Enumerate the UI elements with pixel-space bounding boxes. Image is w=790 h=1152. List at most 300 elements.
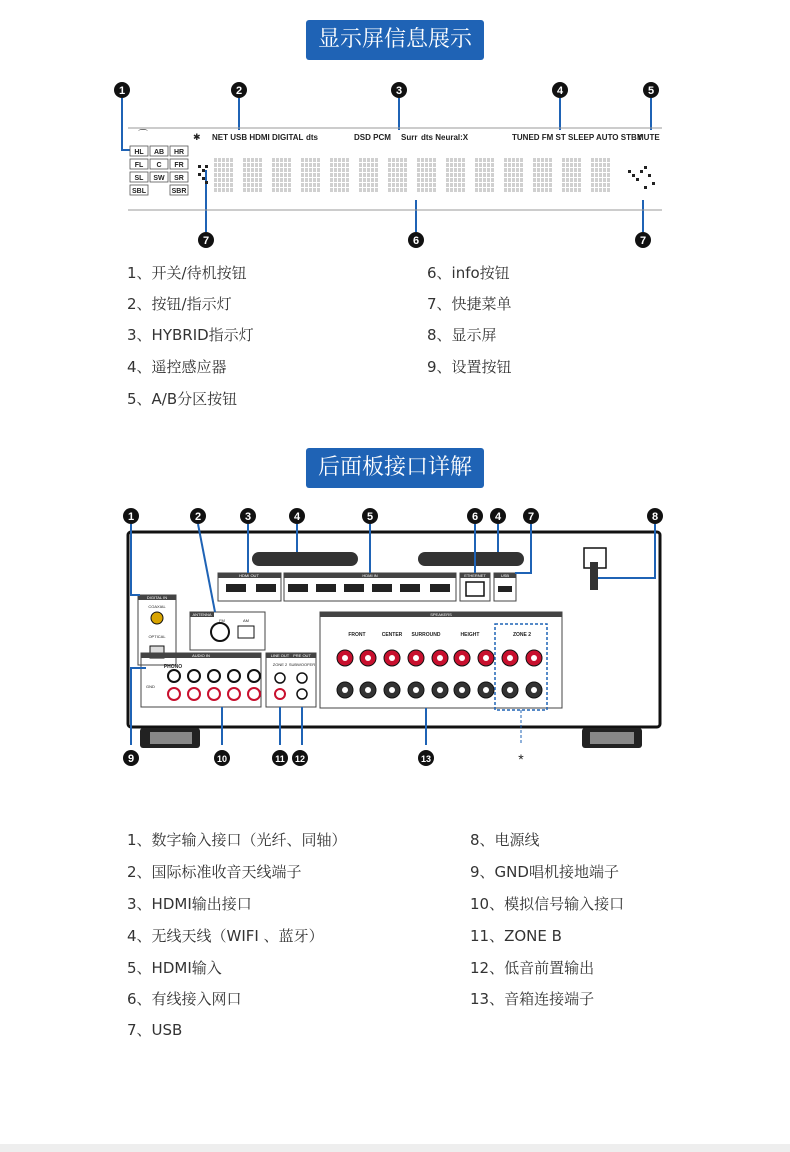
display-cell-dot [533,178,536,182]
display-cell-dot [487,173,490,177]
display-cell-dot [433,183,436,187]
display-cell-dot [562,163,565,167]
display-cell-dot [545,183,548,187]
display-cell-dot [446,158,449,162]
display-cell-dot [276,173,279,177]
display-cell-dot [475,163,478,167]
display-cell-dot [450,158,453,162]
display-cell-dot [483,158,486,162]
display-cell-dot [603,173,606,177]
callout-6 [408,232,424,248]
list-item: 8、显示屏 [427,326,497,344]
display-cell-dot [222,173,225,177]
display-cell-dot [462,183,465,187]
display-cell-dot [367,163,370,167]
display-cell-dot [483,163,486,167]
display-cell-dot [243,173,246,177]
svg-text:5: 5 [366,511,374,523]
display-cell-dot [259,158,262,162]
display-cell-dot [301,163,304,167]
display-cell-dot [284,183,287,187]
display-cell-dot [487,168,490,172]
section-title-display: 显示屏信息展示 [306,20,484,60]
display-cell-dot [595,173,598,177]
display-cell-dot [280,163,283,167]
display-cell-dot [591,163,594,167]
display-cell-dot [566,183,569,187]
display-cell-dot [479,183,482,187]
speaker-terminal-core [413,655,419,661]
display-cell-dot [516,158,519,162]
display-cell-dot [479,188,482,192]
display-cell-dot [313,168,316,172]
display-cell-dot [454,178,457,182]
display-cell-dot [475,173,478,177]
speaker-terminal-core [459,655,465,661]
display-cell-dot [251,163,254,167]
display-cell-dot [566,168,569,172]
display-cell-dot [375,163,378,167]
speaker-terminal-core [531,687,537,693]
display-cell-dot [483,178,486,182]
indicator-dts: dts [306,133,318,142]
display-cell-dot [574,178,577,182]
display-cell-dot [479,163,482,167]
display-cell-dot [392,158,395,162]
display-cell-dot [599,163,602,167]
display-cell-dot [222,168,225,172]
svg-text:9: 9 [127,753,135,765]
speaker-terminal-core [342,655,348,661]
svg-text:FR: FR [174,162,184,169]
display-cell-dot [305,158,308,162]
display-cell-dot [346,168,349,172]
display-cell-dot [607,168,610,172]
display-cell-dot [574,173,577,177]
display-cell-dot [247,163,250,167]
display-cell-dot [446,163,449,167]
list-item: 4、无线天线（WIFI 、蓝牙） [127,927,324,945]
display-cell-dot [388,163,391,167]
list-item: 11、ZONE B [470,927,562,945]
display-cell-dot [421,183,424,187]
indicator-group-2: NET USB HDMI DIGITAL [212,133,304,142]
display-cell-dot [280,183,283,187]
display-cell-dot [591,168,594,172]
display-cell-dot [301,178,304,182]
display-cell-dot [479,178,482,182]
display-cell-dot [549,168,552,172]
display-cell-dot [222,158,225,162]
list-item: 6、info按钮 [427,264,510,282]
svg-text:PHONO: PHONO [163,664,183,670]
display-cell-dot [396,173,399,177]
rear-callout-10 [214,750,230,766]
display-cell-dot [404,163,407,167]
svg-text:HR: HR [173,149,185,156]
rear-panel-diagram [0,500,790,780]
display-cell-dot [607,183,610,187]
display-cell-dot [392,178,395,182]
svg-text:SBR: SBR [171,188,187,195]
display-cell-dot [230,168,233,172]
display-cell-dot [363,173,366,177]
headphone-icon: ⌒ [138,130,148,141]
display-cell-dot [359,168,362,172]
display-cell-dot [446,183,449,187]
display-cell-dot [214,183,217,187]
display-cell-dot [247,173,250,177]
list-item: 2、按钮/指示灯 [127,295,232,313]
display-cell-dot [483,183,486,187]
rear-callout-11 [272,750,288,766]
svg-text:SPEAKERS: SPEAKERS [430,612,452,617]
rear-callout-2 [190,508,206,524]
display-cell-dot [595,158,598,162]
display-cell-dot [549,158,552,162]
display-cell-dot [487,188,490,192]
display-cell-dot [367,173,370,177]
display-cell-dot [549,163,552,167]
rear-callout-4b [490,508,506,524]
svg-text:6: 6 [471,511,479,523]
display-cell-dot [541,163,544,167]
display-cell-dot [251,158,254,162]
display-cell-dot [429,188,432,192]
display-cell-dot [599,168,602,172]
section-title-rear-panel: 后面板接口详解 [306,448,484,488]
svg-text:CENTER: CENTER [381,632,403,638]
display-cell-dot [388,188,391,192]
display-cell-dot [342,188,345,192]
display-cell-dot [375,158,378,162]
display-cell-dot [516,183,519,187]
display-cell-dot [363,178,366,182]
display-cell-dot [520,168,523,172]
rca-jack [208,670,220,682]
display-cell-dot [504,178,507,182]
list-item: 9、设置按钮 [427,358,512,376]
indicator-neuralx: dts Neural:X [421,133,469,142]
display-cell-dot [574,163,577,167]
display-cell-dot [562,178,565,182]
display-cell-dot [446,178,449,182]
display-cell-dot [425,178,428,182]
display-cell-dot [367,178,370,182]
rear-callout-13 [418,750,434,766]
display-cell-dot [433,178,436,182]
display-cell-dot [222,183,225,187]
display-cell-dot [392,168,395,172]
svg-text:GND: GND [146,684,155,689]
svg-text:5: 5 [647,85,655,97]
display-cell-dot [313,163,316,167]
svg-text:SBL: SBL [132,188,146,195]
display-cell-dot [338,183,341,187]
display-cell-dot [400,163,403,167]
display-cell-dot [247,158,250,162]
display-cell-dot [272,168,275,172]
dot-matrix-cells [214,158,610,192]
bluetooth-icon: ✱ [193,132,201,142]
speaker-terminal-core [389,655,395,661]
display-cell-dot [226,178,229,182]
display-cell-dot [243,183,246,187]
display-cell-dot [301,173,304,177]
display-cell-dot [222,178,225,182]
display-cell-dot [425,173,428,177]
display-cell-dot [276,183,279,187]
svg-text:1: 1 [127,511,135,523]
display-cell-dot [330,163,333,167]
display-cell-dot [450,183,453,187]
display-cell-dot [301,188,304,192]
svg-text:ETHERNET: ETHERNET [464,573,486,578]
display-cell-dot [595,163,598,167]
display-cell-dot [388,168,391,172]
display-cell-dot [230,173,233,177]
display-cell-dot [429,178,432,182]
callout-2 [231,82,247,98]
display-cell-dot [334,173,337,177]
display-cell-dot [400,183,403,187]
svg-text:HDMI OUT: HDMI OUT [239,573,259,578]
display-cell-dot [251,188,254,192]
display-cell-dot [334,163,337,167]
display-cell-dot [243,188,246,192]
display-cell-dot [330,173,333,177]
display-cell-dot [421,163,424,167]
display-cell-dot [545,188,548,192]
display-cell-dot [247,188,250,192]
display-cell-dot [359,178,362,182]
display-cell-dot [392,183,395,187]
display-cell-dot [280,173,283,177]
display-cell-dot [259,183,262,187]
display-cell-dot [251,178,254,182]
speaker-terminal-core [507,687,513,693]
display-cell-dot [537,173,540,177]
display-cell-dot [512,183,515,187]
svg-text:ZONE 2: ZONE 2 [272,662,288,667]
display-cell-dot [342,178,345,182]
rear-callout-12 [292,750,308,766]
display-cell-dot [578,168,581,172]
speaker-terminal-core [483,655,489,661]
display-cell-dot [371,183,374,187]
display-cell-dot [226,173,229,177]
display-cell-dot [367,158,370,162]
display-cell-dot [487,183,490,187]
display-cell-dot [533,173,536,177]
svg-text:8: 8 [651,511,659,523]
display-cell-dot [475,158,478,162]
speaker-terminal-core [437,655,443,661]
display-cell-dot [226,168,229,172]
display-cell-dot [334,183,337,187]
display-cell-dot [603,183,606,187]
display-cell-dot [388,183,391,187]
display-cell-dot [284,188,287,192]
list-item: 7、快捷菜单 [427,295,512,313]
display-cell-dot [537,188,540,192]
display-cell-dot [491,163,494,167]
callout-4 [552,82,568,98]
display-cell-dot [313,183,316,187]
display-cell-dot [301,183,304,187]
display-cell-dot [222,163,225,167]
display-cell-dot [549,173,552,177]
display-cell-dot [230,158,233,162]
display-cell-dot [454,183,457,187]
display-cell-dot [288,173,291,177]
display-cell-dot [458,178,461,182]
display-cell-dot [458,173,461,177]
svg-text:HDMI IN: HDMI IN [362,573,378,578]
display-cell-dot [396,188,399,192]
display-cell-dot [508,163,511,167]
display-cell-dot [566,163,569,167]
display-cell-dot [504,183,507,187]
display-cell-dot [259,188,262,192]
callout-7-right [635,232,651,248]
indicator-group-4: TUNED FM ST SLEEP AUTO STBY [512,133,643,142]
list-item: 1、开关/待机按钮 [127,264,247,282]
list-item: 5、A/B分区按钮 [127,390,238,408]
display-cell-dot [363,188,366,192]
display-cell-dot [578,178,581,182]
display-cell-dot [404,158,407,162]
display-cell-dot [603,168,606,172]
display-cell-dot [259,168,262,172]
display-cell-dot [255,163,258,167]
display-cell-dot [396,178,399,182]
display-cell-dot [516,188,519,192]
display-cell-dot [375,183,378,187]
display-cell-dot [342,183,345,187]
svg-text:AM: AM [243,618,249,623]
list-item: 3、HYBRID指示灯 [127,326,254,344]
display-cell-dot [479,168,482,172]
display-cell-dot [259,173,262,177]
list-item: 3、HDMI输出接口 [127,895,252,913]
display-cell-dot [475,183,478,187]
svg-text:FM: FM [219,618,225,623]
display-cell-dot [458,188,461,192]
display-cell-dot [570,183,573,187]
display-cell-dot [309,178,312,182]
speaker-terminal-core [507,655,513,661]
display-cell-dot [541,178,544,182]
display-cell-dot [421,158,424,162]
svg-text:C: C [156,162,162,169]
display-cell-dot [541,168,544,172]
display-cell-dot [603,178,606,182]
display-cell-dot [255,183,258,187]
svg-text:LINE OUT: LINE OUT [270,653,290,658]
display-cell-dot [272,163,275,167]
display-cell-dot [512,168,515,172]
display-cell-dot [338,178,341,182]
display-cell-dot [371,163,374,167]
display-cell-dot [371,173,374,177]
display-cell-dot [516,168,519,172]
display-cell-dot [483,173,486,177]
display-cell-dot [400,178,403,182]
svg-text:3: 3 [395,85,403,97]
display-cell-dot [330,188,333,192]
display-cell-dot [218,168,221,172]
display-cell-dot [566,158,569,162]
svg-text:SW: SW [153,175,165,182]
display-cell-dot [508,183,511,187]
display-cell-dot [541,188,544,192]
display-cell-dot [388,158,391,162]
display-cell-dot [508,178,511,182]
display-cell-dot [288,168,291,172]
display-cell-dot [404,178,407,182]
display-cell-dot [359,173,362,177]
display-cell-dot [255,178,258,182]
dot-glyph-right [628,166,655,189]
list-item: 5、HDMI输入 [127,959,222,977]
display-cell-dot [214,188,217,192]
display-cell-dot [317,183,320,187]
display-cell-dot [284,173,287,177]
display-cell-dot [317,168,320,172]
display-cell-dot [450,188,453,192]
front-display-diagram [0,70,790,320]
display-cell-dot [363,163,366,167]
display-cell-dot [508,158,511,162]
display-cell-dot [367,188,370,192]
display-cell-dot [214,173,217,177]
display-cell-dot [578,173,581,177]
rear-callout-1 [123,508,139,524]
rca-jack [188,670,200,682]
display-cell-dot [313,158,316,162]
display-cell-dot [288,163,291,167]
display-cell-dot [396,183,399,187]
display-cell-dot [247,168,250,172]
display-cell-dot [425,168,428,172]
display-cell-dot [255,188,258,192]
display-cell-dot [251,168,254,172]
display-cell-dot [479,158,482,162]
display-cell-dot [218,188,221,192]
display-cell-dot [338,158,341,162]
display-cell-dot [243,178,246,182]
display-cell-dot [251,183,254,187]
display-cell-dot [487,163,490,167]
display-cell-dot [359,158,362,162]
list-item: 1、数字输入接口（光纤、同轴） [127,831,347,849]
display-cell-dot [317,178,320,182]
display-cell-dot [375,188,378,192]
display-cell-dot [537,168,540,172]
display-cell-dot [603,158,606,162]
display-cell-dot [396,168,399,172]
display-cell-dot [404,173,407,177]
display-cell-dot [429,163,432,167]
display-cell-dot [276,158,279,162]
svg-text:4: 4 [556,85,564,97]
display-cell-dot [533,163,536,167]
display-cell-dot [545,158,548,162]
display-cell-dot [375,168,378,172]
display-cell-dot [214,168,217,172]
display-cell-dot [346,173,349,177]
